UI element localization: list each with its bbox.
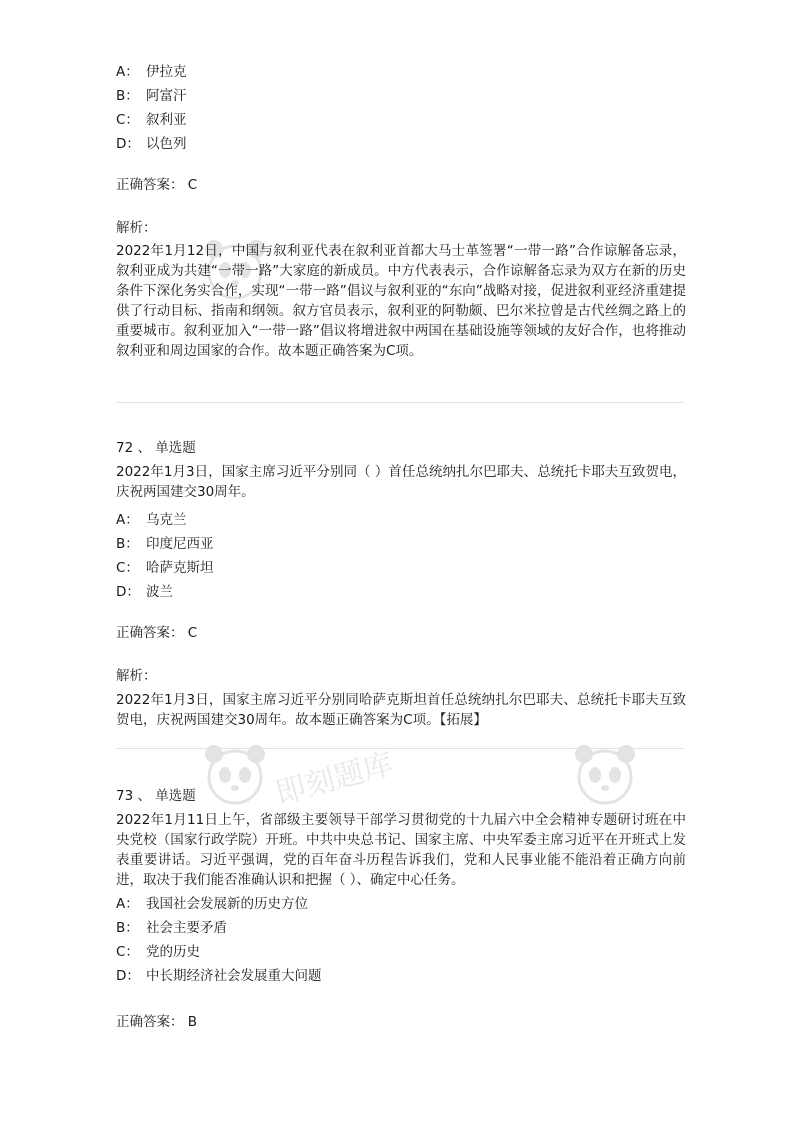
- q73-option-b: B： 社会主要矛盾: [116, 920, 227, 936]
- q73-option-d: D： 中长期经济社会发展重大问题: [116, 968, 322, 984]
- q73-answer: 正确答案： B: [116, 1014, 198, 1030]
- q72-option-a: A： 乌克兰: [116, 512, 187, 528]
- divider: [116, 402, 684, 403]
- q72-header: 72 、 单选题: [116, 440, 196, 456]
- q73-stem: 2022年1月11日上午，省部级主要领导干部学习贯彻党的十九届六中全会精神专题研讨班在中央党校（国家行政学院）开班。中共中央总书记、国家主席、中央军委主席习近平在开班式上发表重要讲话。习近平强调，党的百年奋斗历程告诉我们，党和人民事业能不能沿着正确方向前进，取决于我们能否准确认识和把握（ ）、确定中心任务。: [116, 812, 686, 888]
- q71-answer: 正确答案： C: [116, 177, 198, 193]
- watermark-panda-icon: [200, 740, 270, 814]
- q72-answer-value: C: [187, 625, 198, 641]
- watermark-text: 即刻题库: [272, 746, 398, 812]
- q71-option-d: D： 以色列: [116, 136, 187, 152]
- q71-option-b: B： 阿富汗: [116, 88, 187, 104]
- q71-answer-value: C: [187, 177, 198, 193]
- q71-option-a: A： 伊拉克: [116, 64, 187, 80]
- q72-option-c: C： 哈萨克斯坦: [116, 560, 214, 576]
- q73-answer-value: B: [187, 1014, 198, 1030]
- q71-analysis-text: 2022年1月12日，中国与叙利亚代表在叙利亚首都大马士革签署“一带一路”合作谅解备忘录，叙利亚成为共建“一带一路”大家庭的新成员。中方代表表示，合作谅解备忘录为双方在新的历史条件下深化务实合作，实现“一带一路”倡议与叙利亚的“东向”战略对接，促进叙利亚经济重建提供了行动目标、指南和纲领。叙方官员表示，叙利亚的阿勒颇、巴尔米拉曾是古代丝绸之路上的重要城市。叙利亚加入“一带一路”倡议将增进叙中两国在基础设施等领域的友好合作，也将推动叙利亚和周边国家的合作。故本题正确答案为C项。: [116, 243, 686, 359]
- watermark-panda-icon: [570, 740, 640, 814]
- q71-option-c: C： 叙利亚: [116, 112, 187, 128]
- q72-stem: 2022年1月3日，国家主席习近平分别同（ ）首任总统纳扎尔巴耶夫、总统托卡耶夫互致贺电，庆祝两国建交30周年。: [116, 464, 686, 500]
- q72-option-d: D： 波兰: [116, 584, 173, 600]
- q72-answer: 正确答案： C: [116, 625, 198, 641]
- q72-option-b: B： 印度尼西亚: [116, 536, 214, 552]
- q73-option-c: C： 党的历史: [116, 944, 200, 960]
- q72-analysis-label: 解析：: [116, 668, 157, 684]
- q73-option-a: A： 我国社会发展新的历史方位: [116, 896, 308, 912]
- divider: [116, 748, 684, 749]
- q71-analysis-label: 解析：: [116, 220, 157, 236]
- q72-analysis-text: 2022年1月3日，国家主席习近平分别同哈萨克斯坦首任总统纳扎尔巴耶夫、总统托卡耶夫互致贺电，庆祝两国建交30周年。故本题正确答案为C项。【拓展】: [116, 692, 686, 728]
- q73-header: 73 、 单选题: [116, 788, 196, 804]
